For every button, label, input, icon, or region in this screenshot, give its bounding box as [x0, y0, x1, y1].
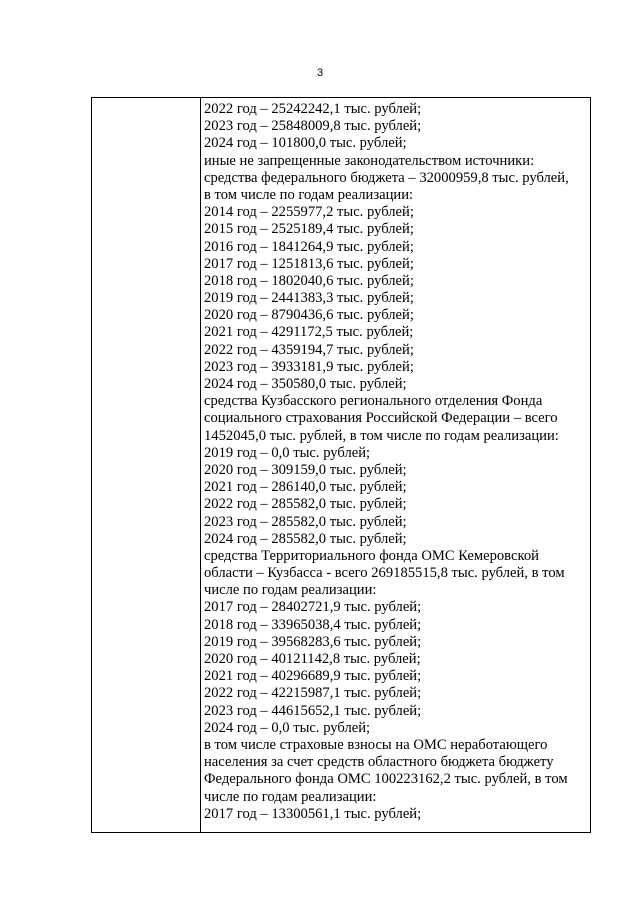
- text-line: средства Кузбасского регионального отделения Фонда: [204, 393, 543, 410]
- text-line: в том числе страховые взносы на ОМС неработающего: [204, 736, 548, 753]
- text-line: 2017 год – 1251813,6 тыс. рублей;: [204, 255, 414, 272]
- text-line: 2023 год – 25848009,8 тыс. рублей;: [204, 118, 422, 135]
- text-line: средства федерального бюджета – 32000959,8 тыс. рублей,: [204, 169, 569, 186]
- text-line: 2017 год – 13300561,1 тыс. рублей;: [204, 805, 422, 822]
- text-line: области – Кузбасса - всего 269185515,8 тыс. рублей, в том: [204, 565, 565, 582]
- text-line: 2019 год – 39568283,6 тыс. рублей;: [204, 633, 422, 650]
- text-line: 2022 год – 285582,0 тыс. рублей;: [204, 496, 407, 513]
- text-line: 2019 год – 2441383,3 тыс. рублей;: [204, 290, 414, 307]
- text-line: числе по годам реализации:: [204, 788, 377, 805]
- text-line: иные не запрещенные законодательством источники:: [204, 152, 535, 169]
- text-line: 1452045,0 тыс. рублей, в том числе по годам реализации:: [204, 427, 559, 444]
- text-line: 2018 год – 33965038,4 тыс. рублей;: [204, 616, 422, 633]
- text-line: 2024 год – 350580,0 тыс. рублей;: [204, 376, 407, 392]
- text-line: 2021 год – 286140,0 тыс. рублей;: [204, 479, 407, 496]
- text-line: 2015 год – 2525189,4 тыс. рублей;: [204, 221, 414, 238]
- text-line: 2020 год – 40121142,8 тыс. рублей;: [204, 651, 421, 667]
- text-line: 2021 год – 40296689,9 тыс. рублей;: [204, 668, 422, 685]
- text-line: 2024 год – 285582,0 тыс. рублей;: [204, 530, 407, 547]
- table-content-cell: [204, 101, 590, 823]
- text-line: 2022 год – 4359194,7 тыс. рублей;: [204, 341, 414, 358]
- text-line: 2022 год – 42215987,1 тыс. рублей;: [204, 685, 422, 702]
- text-line: 2023 год – 285582,0 тыс. рублей;: [204, 513, 407, 530]
- text-line: 2018 год – 1802040,6 тыс. рублей;: [204, 272, 414, 289]
- text-line: 2024 год – 101800,0 тыс. рублей;: [204, 135, 407, 152]
- text-line: 2017 год – 28402721,9 тыс. рублей;: [204, 599, 422, 616]
- text-line: Федерального фонда ОМС 100223162,2 тыс. рублей, в том: [204, 771, 568, 788]
- text-line: 2014 год – 2255977,2 тыс. рублей;: [204, 204, 414, 221]
- text-line: 2020 год – 8790436,6 тыс. рублей;: [204, 307, 414, 324]
- text-line: 2019 год – 0,0 тыс. рублей;: [204, 444, 371, 461]
- document-table: [91, 97, 591, 833]
- text-line: 2023 год – 44615652,1 тыс. рублей;: [204, 702, 422, 719]
- text-line: 2016 год – 1841264,9 тыс. рублей;: [204, 238, 414, 255]
- text-line: социального страхования Российской Федерации – всего: [204, 410, 558, 427]
- page-number: 3: [316, 67, 324, 79]
- text-line: 2022 год – 25242242,1 тыс. рублей;: [204, 101, 422, 117]
- text-line: числе по годам реализации:: [204, 582, 377, 599]
- text-line: 2023 год – 3933181,9 тыс. рублей;: [204, 358, 414, 375]
- text-line: 2024 год – 0,0 тыс. рублей;: [204, 719, 371, 736]
- text-line: 2021 год – 4291172,5 тыс. рублей;: [204, 324, 414, 341]
- text-line: в том числе по годам реализации:: [204, 186, 414, 203]
- text-line: населения за счет средств областного бюджета бюджету: [204, 754, 554, 771]
- text-line: 2020 год – 309159,0 тыс. рублей;: [204, 461, 407, 478]
- text-line: средства Территориального фонда ОМС Кемеровской: [204, 547, 539, 564]
- column-divider: [200, 98, 201, 832]
